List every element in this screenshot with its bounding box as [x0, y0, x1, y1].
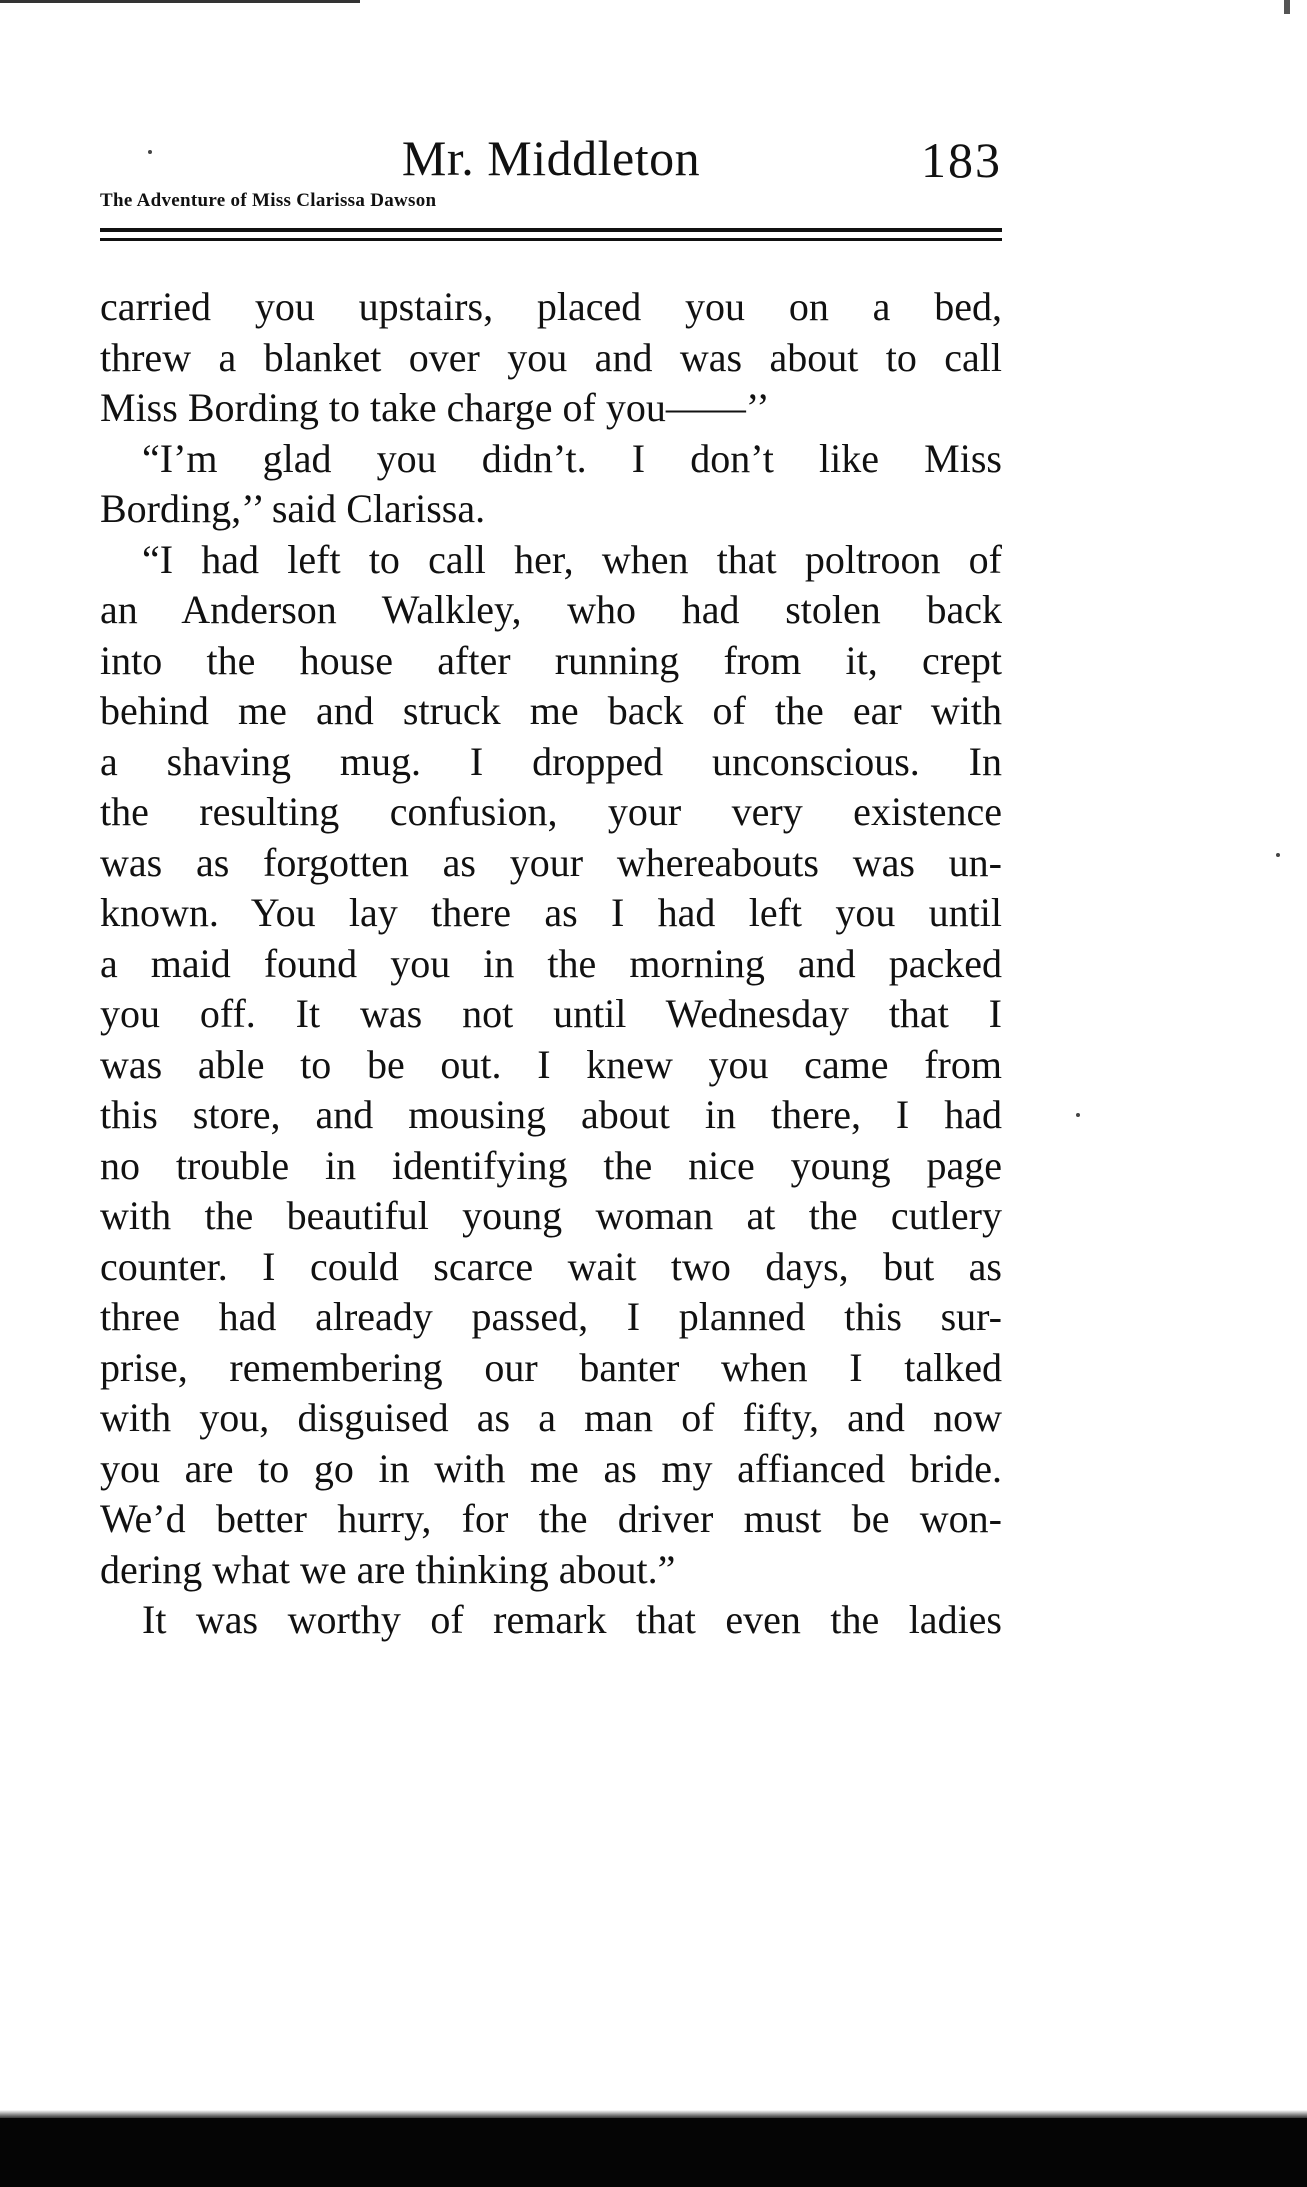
text-line: known. You lay there as I had left you until: [100, 890, 1002, 935]
text-line: We’d better hurry, for the driver must be won-: [100, 1496, 1002, 1541]
text-line: Bording,’’ said Clarissa.: [100, 486, 486, 531]
page-number: 183: [921, 132, 1002, 188]
scan-top-edge: [0, 0, 360, 3]
text-line: three had already passed, I planned this sur-: [100, 1294, 1002, 1339]
body-text: [100, 282, 1002, 1646]
text-line: “I’m glad you didn’t. I don’t like Miss: [142, 435, 1002, 481]
text-line: carried you upstairs, placed you on a bed,: [100, 284, 1002, 329]
text-line: this store, and mousing about in there, I had: [100, 1092, 1002, 1137]
scan-corner-mark: [1284, 0, 1290, 14]
header-rule-top: [100, 228, 1002, 232]
scan-bottom-edge: [0, 2118, 1307, 2187]
text-line: prise, remembering our banter when I talked: [100, 1344, 1002, 1390]
text-line: with you, disguised as a man of fifty, and now: [100, 1395, 1002, 1440]
running-title: Mr. Middleton: [401, 130, 701, 186]
text-line: a maid found you in the morning and packed: [100, 940, 1002, 986]
text-line: no trouble in identifying the nice young page: [100, 1142, 1002, 1188]
text-line: you off. It was not until Wednesday that I: [100, 991, 1002, 1036]
text-line: was able to be out. I knew you came from: [100, 1041, 1002, 1087]
text-line: It was worthy of remark that even the ladies: [142, 1597, 1002, 1642]
text-line: Miss Bording to take charge of you——’’: [100, 385, 770, 430]
text-line: behind me and struck me back of the ear with: [100, 688, 1002, 733]
text-line: dering what we are thinking about.”: [100, 1546, 676, 1592]
text-line: with the beautiful young woman at the cutlery: [100, 1193, 1002, 1238]
text-line: you are to go in with me as my affianced bride.: [100, 1445, 1002, 1491]
scan-speck: [1276, 853, 1280, 857]
running-head: [100, 128, 1002, 211]
running-subtitle: The Adventure of Miss Clarissa Dawson: [100, 190, 437, 211]
text-line: the resulting confusion, your very existence: [100, 789, 1002, 834]
header-rule-bottom: [100, 238, 1002, 241]
text-line: counter. I could scarce wait two days, but as: [100, 1243, 1002, 1289]
text-line: into the house after running from it, crept: [100, 637, 1002, 683]
scan-speck: [1076, 1113, 1080, 1117]
text-line: an Anderson Walkley, who had stolen back: [100, 587, 1002, 632]
text-line: “I had left to call her, when that poltroon of: [142, 536, 1002, 582]
text-line: was as forgotten as your whereabouts was un-: [100, 839, 1002, 885]
scan-speck: [148, 150, 152, 154]
text-line: threw a blanket over you and was about to call: [100, 334, 1002, 380]
text-line: a shaving mug. I dropped unconscious. In: [100, 738, 1002, 784]
